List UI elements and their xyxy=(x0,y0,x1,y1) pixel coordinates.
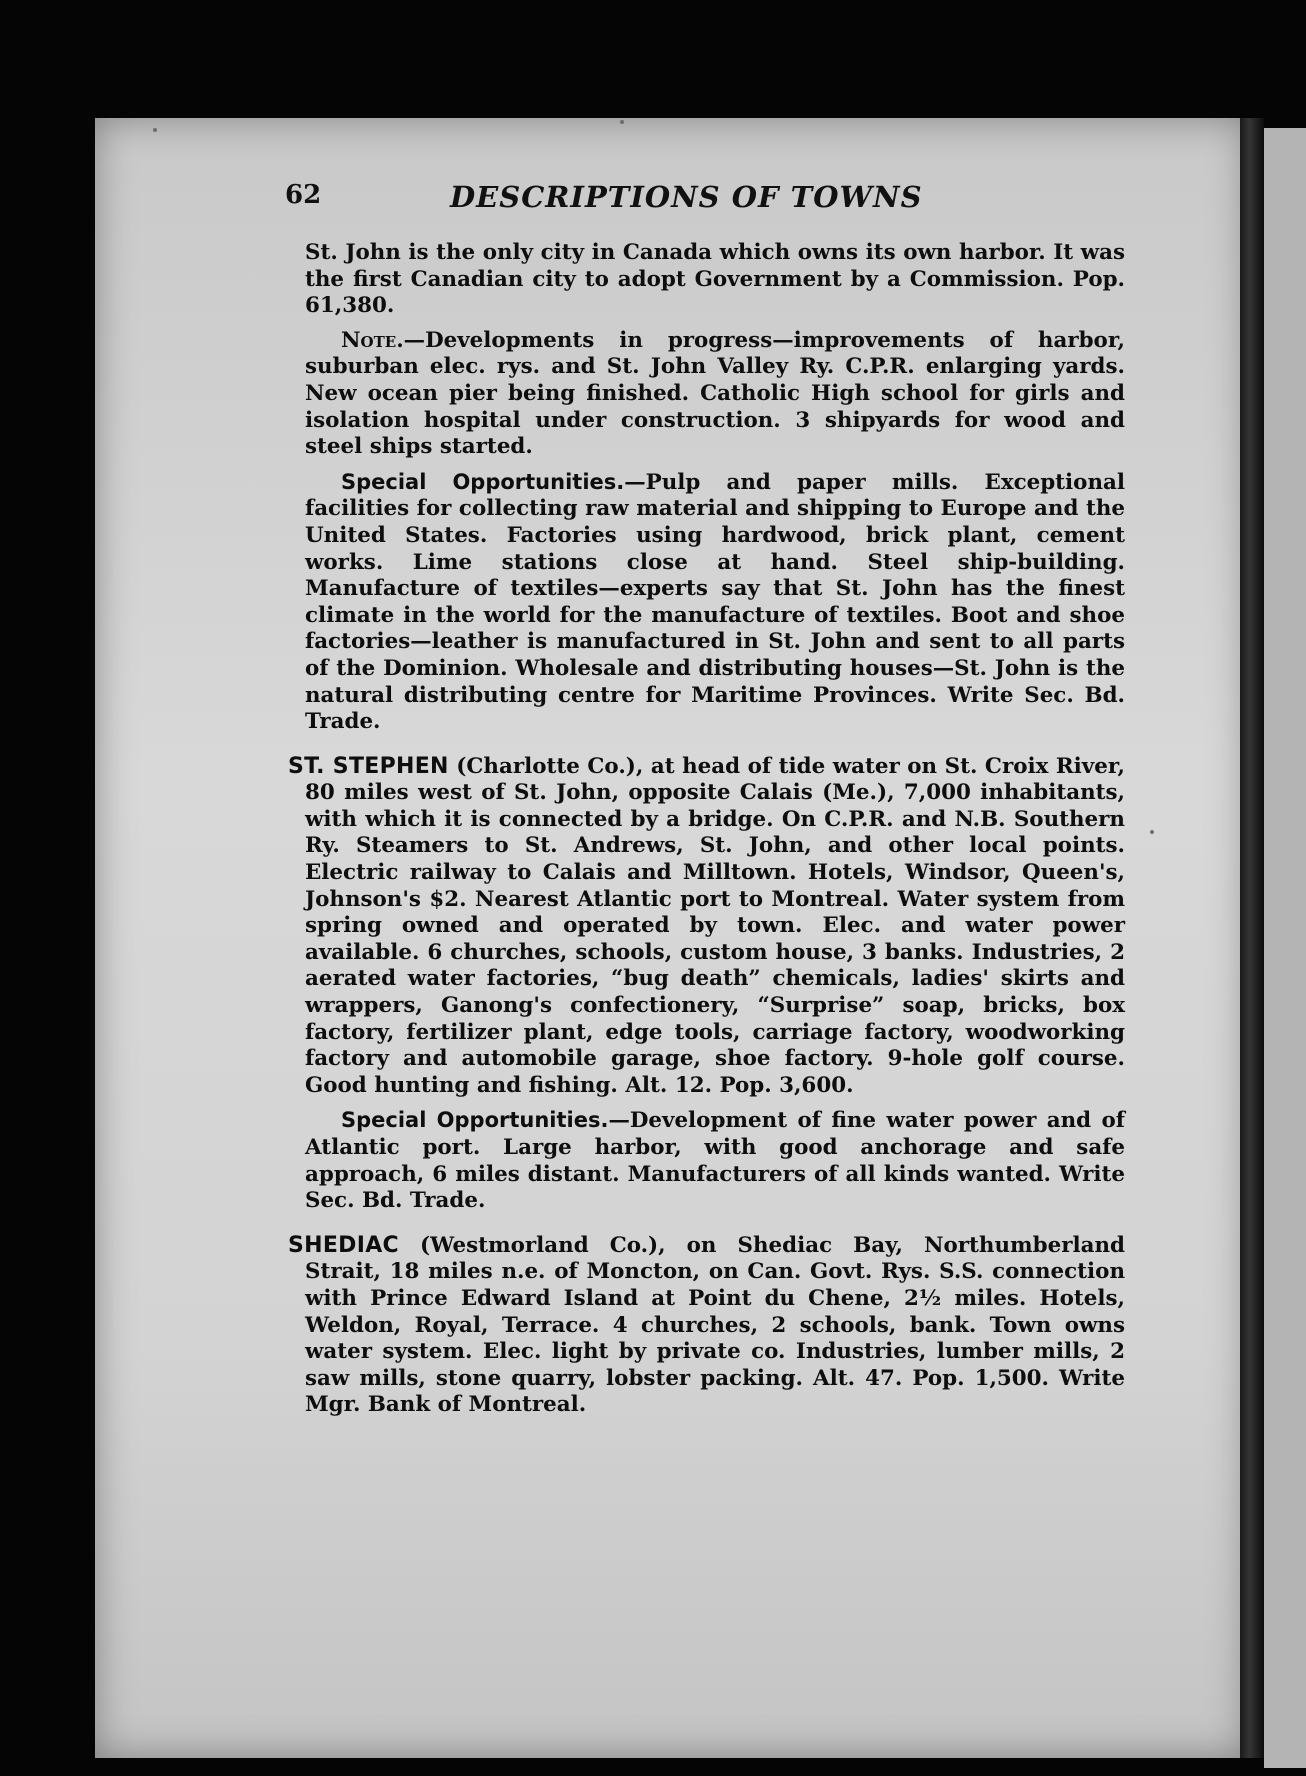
town-name: ST. STEPHEN xyxy=(288,753,449,779)
note-label: Note. xyxy=(341,327,404,353)
st-john-note xyxy=(305,328,1125,461)
special-opportunities-text: —Development of fine water power and of Atlantic port. Large harbor, with good anchorage and safe approach, 6 miles distant. Manufacturers of all kinds wanted. Write Sec. Bd. Trade. xyxy=(305,1108,1125,1214)
town-description: (Charlotte Co.), at head of tide water on St. Croix River, 80 miles west of St. John, opposite Calais (Me.), 7,000 inhabitants, with which it is connected by a bridge. On C.P.R. and N.B. Southern Ry. Steamers to St. Andrews, St. John, and other local points. Electric railway to Calais and Milltown. Hotels, Windsor, Queen's, Johnson's $2. Nearest Atlantic port to Montreal. Water system from spring owned and operated by town. Elec. and water power available. 6 churches, schools, custom house, 3 banks. Industries, 2 aerated water factories, “bug death” chemicals, ladies' skirts and wrappers, Ganong's confectionery, “Surprise” soap, bricks, box factory, fertilizer plant, edge tools, carriage factory, woodworking factory and automobile garage, shoe factory. 9-hole golf course. Good hunting and fishing. Alt. 12. Pop. 3,600. xyxy=(305,753,1125,1098)
page-gutter-shadow xyxy=(1240,118,1264,1758)
page-header xyxy=(285,180,1165,222)
scan-speck xyxy=(1150,830,1154,834)
scan-speck xyxy=(620,120,624,124)
running-title: DESCRIPTIONS OF TOWNS xyxy=(450,180,923,214)
town-entry-st-stephen xyxy=(288,754,1125,1100)
facing-page-edge xyxy=(1264,128,1306,1768)
special-opportunities-label: Special Opportunities. xyxy=(341,1108,609,1133)
town-name: SHEDIAC xyxy=(288,1232,400,1258)
note-text: —Developments in progress—improvements of harbor, suburban elec. rys. and St. John Valley Ry. C.P.R. enlarging yards. New ocean pier being finished. Catholic High school for girls and isolation hospital under construction. 3 shipyards for wood and steel ships started. xyxy=(305,327,1125,460)
text-column xyxy=(288,240,1125,1419)
page-number: 62 xyxy=(285,180,322,210)
town-description: (Westmorland Co.), on Shediac Bay, Northumberland Strait, 18 miles n.e. of Moncton, on Can. Govt. Rys. S.S. connection with Prince Edward Island at Point du Chene, 2½ miles. Hotels, Weldon, Royal, Terrace. 4 churches, 2 schools, bank. Town owns water system. Elec. light by private co. Industries, lumber mills, 2 saw mills, stone quarry, lobster packing. Alt. 47. Pop. 1,500. Write Mgr. Bank of Montreal. xyxy=(305,1232,1125,1418)
scan-speck xyxy=(153,128,157,132)
st-stephen-special-opportunities xyxy=(305,1107,1125,1214)
st-john-special-opportunities xyxy=(305,469,1125,736)
special-opportunities-label: Special Opportunities. xyxy=(341,469,625,494)
st-john-intro: St. John is the only city in Canada which owns its own harbor. It was the first Canadian city to adopt Government by a Commission. Pop. 61,380. xyxy=(305,240,1125,319)
special-opportunities-text: —Pulp and paper mills. Exceptional facilities for collecting raw material and shipping to Europe and the United States. Factories using hardwood, brick plant, cement works. Lime stations close at hand. Steel ship-building. Manufacture of textiles—experts say that St. John has the finest climate in the world for the manufacture of textiles. Boot and shoe factories—leather is manufactured in St. John and sent to all parts of the Dominion. Wholesale and distributing houses—St. John is the natural distributing centre for Maritime Provinces. Write Sec. Bd. Trade. xyxy=(305,469,1125,735)
town-entry-shediac xyxy=(288,1233,1125,1419)
